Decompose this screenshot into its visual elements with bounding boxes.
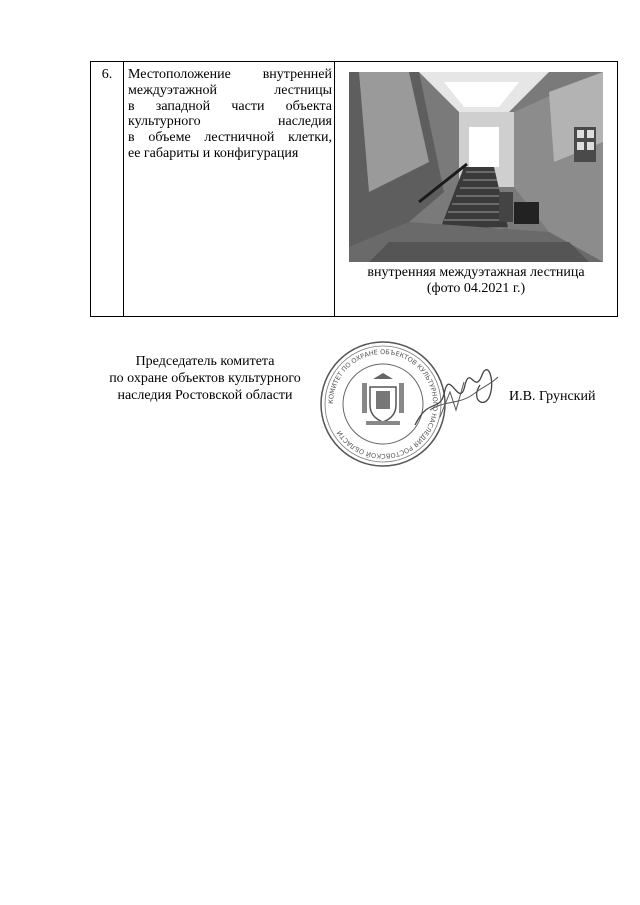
row-description [124,62,335,317]
stamp-text: КОМИТЕТ ПО ОХРАНЕ ОБЪЕКТОВ КУЛЬТУРНОГО НАСЛЕДИЯ РОСТОВСКОЙ ОБЛАСТИ [326,347,440,461]
signatory-title-line: по охране объектов культурного [109,371,301,386]
description-line: междуэтажной лестницы [128,82,332,98]
signatory-title-line: наследия Ростовской области [117,388,293,403]
signatory-title [80,353,330,404]
handwritten-signature [410,355,500,435]
coat-of-arms-icon [362,373,404,425]
signatory-title-line: Председатель комитета [135,354,275,369]
description-line: в западной части объекта [128,98,332,114]
table-row [91,62,618,317]
row-number: 6. [91,62,124,317]
object-table [90,61,618,317]
photo-caption-line: внутренняя междуэтажная лестница [367,265,585,280]
signatory-name: И.В. Грунский [509,389,596,404]
description-line: культурного наследия [128,114,332,130]
staircase-photo [349,72,603,262]
description-line: ее габариты и конфигурация [128,145,299,161]
photo-cell [335,62,618,317]
description-line: в объеме лестничной клетки, [128,130,332,146]
photo-caption [335,265,617,297]
photo-caption-line: (фото 04.2021 г.) [426,281,526,296]
description-line: Местоположение внутренней [128,67,332,82]
